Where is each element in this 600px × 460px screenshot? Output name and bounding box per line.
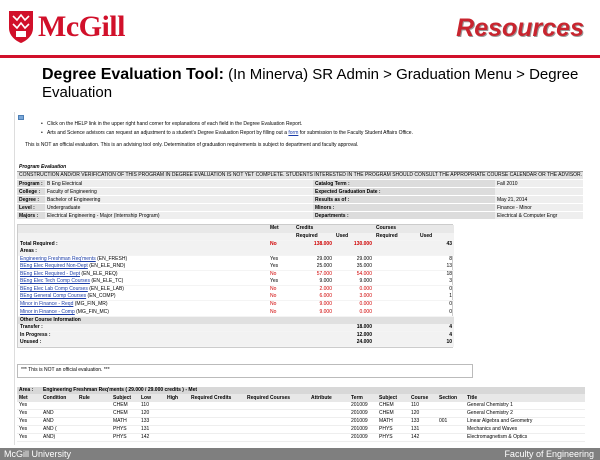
departments-label: Departments : xyxy=(313,212,495,220)
graduation-date-label: Expected Graduation Date : xyxy=(313,188,495,196)
course-empty xyxy=(245,417,309,425)
course-subj: CHEM xyxy=(111,402,139,410)
course-term: 201009 xyxy=(349,417,377,425)
area-link[interactable]: BEng Elec Required - Dept xyxy=(20,271,81,278)
area-code: (MG_FIN_MR) xyxy=(73,301,108,308)
course-empty xyxy=(165,409,189,417)
unused-label: Unused : xyxy=(18,339,268,347)
course-sect xyxy=(437,409,465,417)
in-progress-label: In Progress : xyxy=(18,331,268,339)
course-sect xyxy=(437,433,465,441)
course-term: 201009 xyxy=(349,402,377,410)
majors-value: Electrical Engineering - Major (Internship Program) xyxy=(45,212,313,220)
requirements-header xyxy=(18,225,454,233)
course-course: 110 xyxy=(409,402,437,410)
area-credits-used: 0.000 xyxy=(359,301,372,308)
area-credits-used: 29.000 xyxy=(356,255,372,262)
course-empty xyxy=(165,433,189,441)
area-name-cell xyxy=(18,278,268,286)
area-column-header: Attribute xyxy=(309,394,349,401)
other-course-info-row xyxy=(18,316,454,324)
area-column-header: Subject xyxy=(377,394,409,401)
crest-icon xyxy=(8,10,34,44)
area-name-cell xyxy=(18,263,268,271)
not-official-box: *** This is NOT an official evaluation. *** xyxy=(17,364,473,378)
course-empty xyxy=(189,402,245,410)
area-courses-used: 13 xyxy=(418,263,454,271)
course-cond: AND) xyxy=(41,433,77,441)
total-credits-required: 138.000 xyxy=(294,240,334,248)
area-credits-used: 9.000 xyxy=(334,278,374,286)
minors-label: Minors : xyxy=(313,204,495,212)
course-subj2: CHEM xyxy=(377,402,409,410)
area-credits-required: 25.000 xyxy=(294,263,334,271)
info-icon xyxy=(18,115,24,120)
course-empty xyxy=(245,402,309,410)
area-courses-used: 0 xyxy=(449,301,452,308)
area-credits-required: 9.000 xyxy=(294,309,334,317)
mcgill-logo xyxy=(8,10,125,44)
program-evaluation-title: Program Evaluation xyxy=(17,164,583,172)
area-credits-required: 9.000 xyxy=(319,301,332,308)
area-credits-required: 9.000 xyxy=(294,278,334,286)
course-title: General Chemistry 2 xyxy=(465,409,585,417)
program-info-grid xyxy=(17,180,583,220)
area-courses-required xyxy=(374,255,418,263)
areas-heading-row xyxy=(18,248,454,256)
course-title: Electromagnetism & Optics xyxy=(465,433,585,441)
logo-text: McGill xyxy=(38,10,125,43)
area-courses-used: 0 xyxy=(418,309,454,317)
area-credits-used: 0.000 xyxy=(359,286,372,293)
course-subj: MATH xyxy=(111,417,139,425)
college-label: College : xyxy=(17,188,45,196)
results-as-of-label: Results as of : xyxy=(313,196,495,204)
transfer-row xyxy=(18,324,454,332)
instruction-adjust: • Arts and Science advisors can request an adjustment to a student's Degree Evaluation Report by filling out a form for submission to the Faculty Student Affairs Office. xyxy=(41,130,561,137)
area-met: Yes xyxy=(270,255,279,262)
course-low: 110 xyxy=(139,402,165,410)
area-course-row xyxy=(17,417,585,425)
area-link[interactable]: BEng Elec Required Non-Dept xyxy=(20,263,88,270)
area-row xyxy=(18,309,454,317)
transfer-credits: 18.000 xyxy=(334,324,374,332)
area-link[interactable]: Minor in Finance - Comp xyxy=(20,308,75,315)
course-empty xyxy=(309,433,349,441)
areas-body xyxy=(18,255,454,316)
area-row xyxy=(18,278,454,286)
area-title: Engineering Freshman Req'ments ( 29.000 / 29.000 credits ) - Met xyxy=(41,387,585,394)
area-column-header: Section xyxy=(437,394,465,401)
area-met: Yes xyxy=(268,263,294,271)
footer-faculty: Faculty of Engineering xyxy=(504,449,594,459)
area-link[interactable]: Engineering Freshman Req'ments xyxy=(20,255,96,262)
area-column-header: Condition xyxy=(41,394,77,401)
catalog-term-label: Catalog Term : xyxy=(313,180,495,188)
area-name-cell xyxy=(18,255,268,263)
course-empty xyxy=(309,417,349,425)
area-row xyxy=(18,271,454,279)
area-row xyxy=(18,263,454,271)
area-code: (EN_ELE_REQ) xyxy=(80,271,118,278)
degree-label: Degree : xyxy=(17,196,45,204)
area-name-cell xyxy=(18,309,268,317)
unused-courses: 10 xyxy=(418,339,454,347)
course-title: General Chemistry 1 xyxy=(465,402,585,410)
departments-value: Electrical & Computer Engr xyxy=(495,212,583,220)
area-code: (EN_COMP) xyxy=(86,293,116,300)
course-title: Mechanics and Waves xyxy=(465,425,585,433)
area-rows xyxy=(17,402,585,442)
course-title: Linear Algebra and Geometry xyxy=(465,417,585,425)
area-met: No xyxy=(268,309,294,317)
course-cond: AND ( xyxy=(41,425,77,433)
credits-required-column: Required xyxy=(294,233,334,241)
course-subj2: PHYS xyxy=(377,433,409,441)
met-column: Met xyxy=(268,225,294,233)
area-courses-required xyxy=(374,263,418,271)
course-subj2: CHEM xyxy=(377,409,409,417)
course-empty xyxy=(189,409,245,417)
area-column-header: Required Credits xyxy=(189,394,245,401)
title-bold: Degree Evaluation Tool: xyxy=(42,66,224,83)
courses-used-column: Used xyxy=(418,233,454,241)
area-courses-required xyxy=(374,301,418,309)
total-required-label: Total Required : xyxy=(18,240,268,248)
results-as-of-value: May 21, 2014 xyxy=(495,196,583,204)
area-row xyxy=(18,301,454,309)
slide-title xyxy=(42,66,582,102)
course-cond: AND xyxy=(41,409,77,417)
course-subj: CHEM xyxy=(111,409,139,417)
area-header-row xyxy=(17,387,585,394)
course-empty xyxy=(165,417,189,425)
transfer-courses: 4 xyxy=(418,324,454,332)
course-sect xyxy=(437,425,465,433)
course-empty xyxy=(245,433,309,441)
credits-used-column: Used xyxy=(334,233,374,241)
course-subj2: MATH xyxy=(377,417,409,425)
instructions-list xyxy=(41,121,561,139)
course-met: Yes xyxy=(17,417,41,425)
in-progress-credits: 12.000 xyxy=(334,331,374,339)
area-name-cell xyxy=(18,286,268,294)
area-courses-required xyxy=(374,293,418,301)
area-row xyxy=(18,293,454,301)
total-courses-required xyxy=(374,240,418,248)
area-courses-required xyxy=(374,309,418,317)
total-met: No xyxy=(268,240,294,248)
area-row xyxy=(18,255,454,263)
area-name-cell xyxy=(18,271,268,279)
area-column-header: Low xyxy=(139,394,165,401)
course-term: 201009 xyxy=(349,425,377,433)
majors-label: Majors : xyxy=(17,212,45,220)
area-courses-used: 8 xyxy=(449,255,452,262)
program-value: B Eng Electrical xyxy=(45,180,313,188)
course-empty xyxy=(309,425,349,433)
course-sect xyxy=(437,402,465,410)
area-course-row xyxy=(17,402,585,410)
area-credits-required: 29.000 xyxy=(316,255,332,262)
footer-university: McGill University xyxy=(4,449,72,459)
course-course: 131 xyxy=(409,425,437,433)
area-met: No xyxy=(270,271,277,278)
course-met: Yes xyxy=(17,425,41,433)
course-empty xyxy=(309,402,349,410)
area-name-cell xyxy=(18,293,268,301)
course-met: Yes xyxy=(17,402,41,410)
course-empty xyxy=(245,425,309,433)
area-column-header: Term xyxy=(349,394,377,401)
title-path: (In Minerva) SR Admin > Graduation Menu > Degree Evaluation xyxy=(42,66,579,101)
area-code: (EN_FRESH) xyxy=(95,255,128,262)
course-low: 131 xyxy=(139,425,165,433)
degree-value: Bachelor of Engineering xyxy=(45,196,313,204)
in-progress-row xyxy=(18,331,454,339)
level-value: Undergraduate xyxy=(45,204,313,212)
total-courses-used: 43 xyxy=(418,240,454,248)
area-credits-required: 2.000 xyxy=(319,286,332,293)
course-course: 133 xyxy=(409,417,437,425)
course-empty xyxy=(189,433,245,441)
area-credits-used: 35.000 xyxy=(334,263,374,271)
area-courses-used: 1 xyxy=(418,293,454,301)
credits-column: Credits xyxy=(294,225,334,233)
requirements-subheader xyxy=(18,233,454,241)
course-empty xyxy=(189,425,245,433)
area-courses-required xyxy=(374,271,418,279)
area-credits-required: 6.000 xyxy=(294,293,334,301)
area-credits-used: 3.000 xyxy=(334,293,374,301)
area-courses-required xyxy=(374,286,418,294)
course-empty xyxy=(245,409,309,417)
total-credits-used: 130.000 xyxy=(334,240,374,248)
course-cond: AND xyxy=(41,417,77,425)
course-rule xyxy=(77,417,111,425)
area-met: No xyxy=(270,286,277,293)
course-low: 142 xyxy=(139,433,165,441)
area-course-row xyxy=(17,425,585,433)
program-label: Program : xyxy=(17,180,45,188)
area-link[interactable]: BEng General Comp Courses xyxy=(20,293,87,300)
slide-footer xyxy=(0,448,600,460)
course-met: Yes xyxy=(17,409,41,417)
area-column-header: Required Courses xyxy=(245,394,309,401)
in-progress-courses: 4 xyxy=(418,331,454,339)
total-required-row xyxy=(18,240,454,248)
construction-warning: CONSTRUCTION AND/OR VERIFICATION OF THIS PROGRAM IN DEGREE EVALUATION IS NOT YET COMPLETE. STUDENTS INTERESTED IN THE PROGRAM SHOULD CONSULT THE APPROPRIATE COURSE CALENDAR OR THE ADVISOR. xyxy=(19,172,583,178)
course-rule xyxy=(77,433,111,441)
course-subj2: PHYS xyxy=(377,425,409,433)
area-met: No xyxy=(270,301,277,308)
area-code: (MG_FIN_MC) xyxy=(74,308,109,315)
catalog-term-value: Fall 2010 xyxy=(495,180,583,188)
other-course-info-label: Other Course Information xyxy=(18,316,268,324)
area-code: (EN_ELE_RND) xyxy=(87,263,126,270)
minors-value: Finance - Minor xyxy=(495,204,583,212)
area-column-header: High xyxy=(165,394,189,401)
course-course: 142 xyxy=(409,433,437,441)
area-course-row xyxy=(17,433,585,441)
unused-credits: 24.000 xyxy=(334,339,374,347)
area-link[interactable]: BEng Elec Tech Comp Courses xyxy=(20,278,90,285)
area-column-headers xyxy=(17,394,585,401)
area-met: Yes xyxy=(268,278,294,286)
course-cond xyxy=(41,402,77,410)
form-link[interactable]: form xyxy=(288,130,299,136)
area-row xyxy=(18,286,454,294)
transfer-label: Transfer : xyxy=(18,324,268,332)
course-low: 133 xyxy=(139,417,165,425)
degree-evaluation-screenshot xyxy=(14,112,586,445)
area-courses-used: 18 xyxy=(446,271,452,278)
slide-header xyxy=(0,0,600,58)
area-credits-required: 57.000 xyxy=(316,271,332,278)
course-rule xyxy=(77,409,111,417)
area-credits-used: 54.000 xyxy=(356,271,372,278)
area-met: No xyxy=(268,293,294,301)
courses-column: Courses xyxy=(374,225,418,233)
college-value: Faculty of Engineering xyxy=(45,188,313,196)
area-name-cell xyxy=(18,301,268,309)
level-label: Level : xyxy=(17,204,45,212)
course-low: 120 xyxy=(139,409,165,417)
area-column-header: Course xyxy=(409,394,437,401)
area-code: (EN_ELE_TC) xyxy=(89,278,124,285)
course-rule xyxy=(77,425,111,433)
areas-label: Areas : xyxy=(18,248,268,256)
course-sect: 001 xyxy=(437,417,465,425)
advising-notice: This is NOT an official evaluation. This is an advising tool only. Determination of graduation requirements is subject to department and faculty approval. xyxy=(25,142,359,148)
course-empty xyxy=(165,402,189,410)
area-courses-used: 3 xyxy=(418,278,454,286)
course-empty xyxy=(309,409,349,417)
course-term: 201009 xyxy=(349,409,377,417)
requirements-table xyxy=(17,224,453,348)
area-column-header: Title xyxy=(465,394,585,401)
graduation-date-value xyxy=(495,188,583,196)
course-term: 201009 xyxy=(349,433,377,441)
course-course: 120 xyxy=(409,409,437,417)
area-column-header: Met xyxy=(17,394,41,401)
area-link[interactable]: BEng Elec Lab Comp Courses xyxy=(20,286,88,293)
course-subj: PHYS xyxy=(111,433,139,441)
area-detail-table xyxy=(17,387,585,442)
area-label: Area : xyxy=(17,387,41,394)
area-credits-used: 0.000 xyxy=(334,309,374,317)
course-rule xyxy=(77,402,111,410)
course-empty xyxy=(165,425,189,433)
area-course-row xyxy=(17,409,585,417)
area-courses-required xyxy=(374,278,418,286)
area-column-header: Subject xyxy=(111,394,139,401)
unused-row xyxy=(18,339,454,347)
area-courses-used: 0 xyxy=(449,286,452,293)
instruction-help: • Click on the HELP link in the upper right hand corner for explanations of each field in the Degree Evaluation Report. xyxy=(41,121,561,128)
resources-banner: Resources xyxy=(456,14,584,42)
course-empty xyxy=(189,417,245,425)
courses-required-column: Required xyxy=(374,233,418,241)
area-column-header: Rule xyxy=(77,394,111,401)
course-subj: PHYS xyxy=(111,425,139,433)
program-evaluation xyxy=(17,164,583,220)
course-met: Yes xyxy=(17,433,41,441)
area-code: (EN_ELE_LAB) xyxy=(87,286,124,293)
header-divider xyxy=(0,55,600,58)
area-link[interactable]: Minor in Finance - Reqd xyxy=(20,301,74,308)
